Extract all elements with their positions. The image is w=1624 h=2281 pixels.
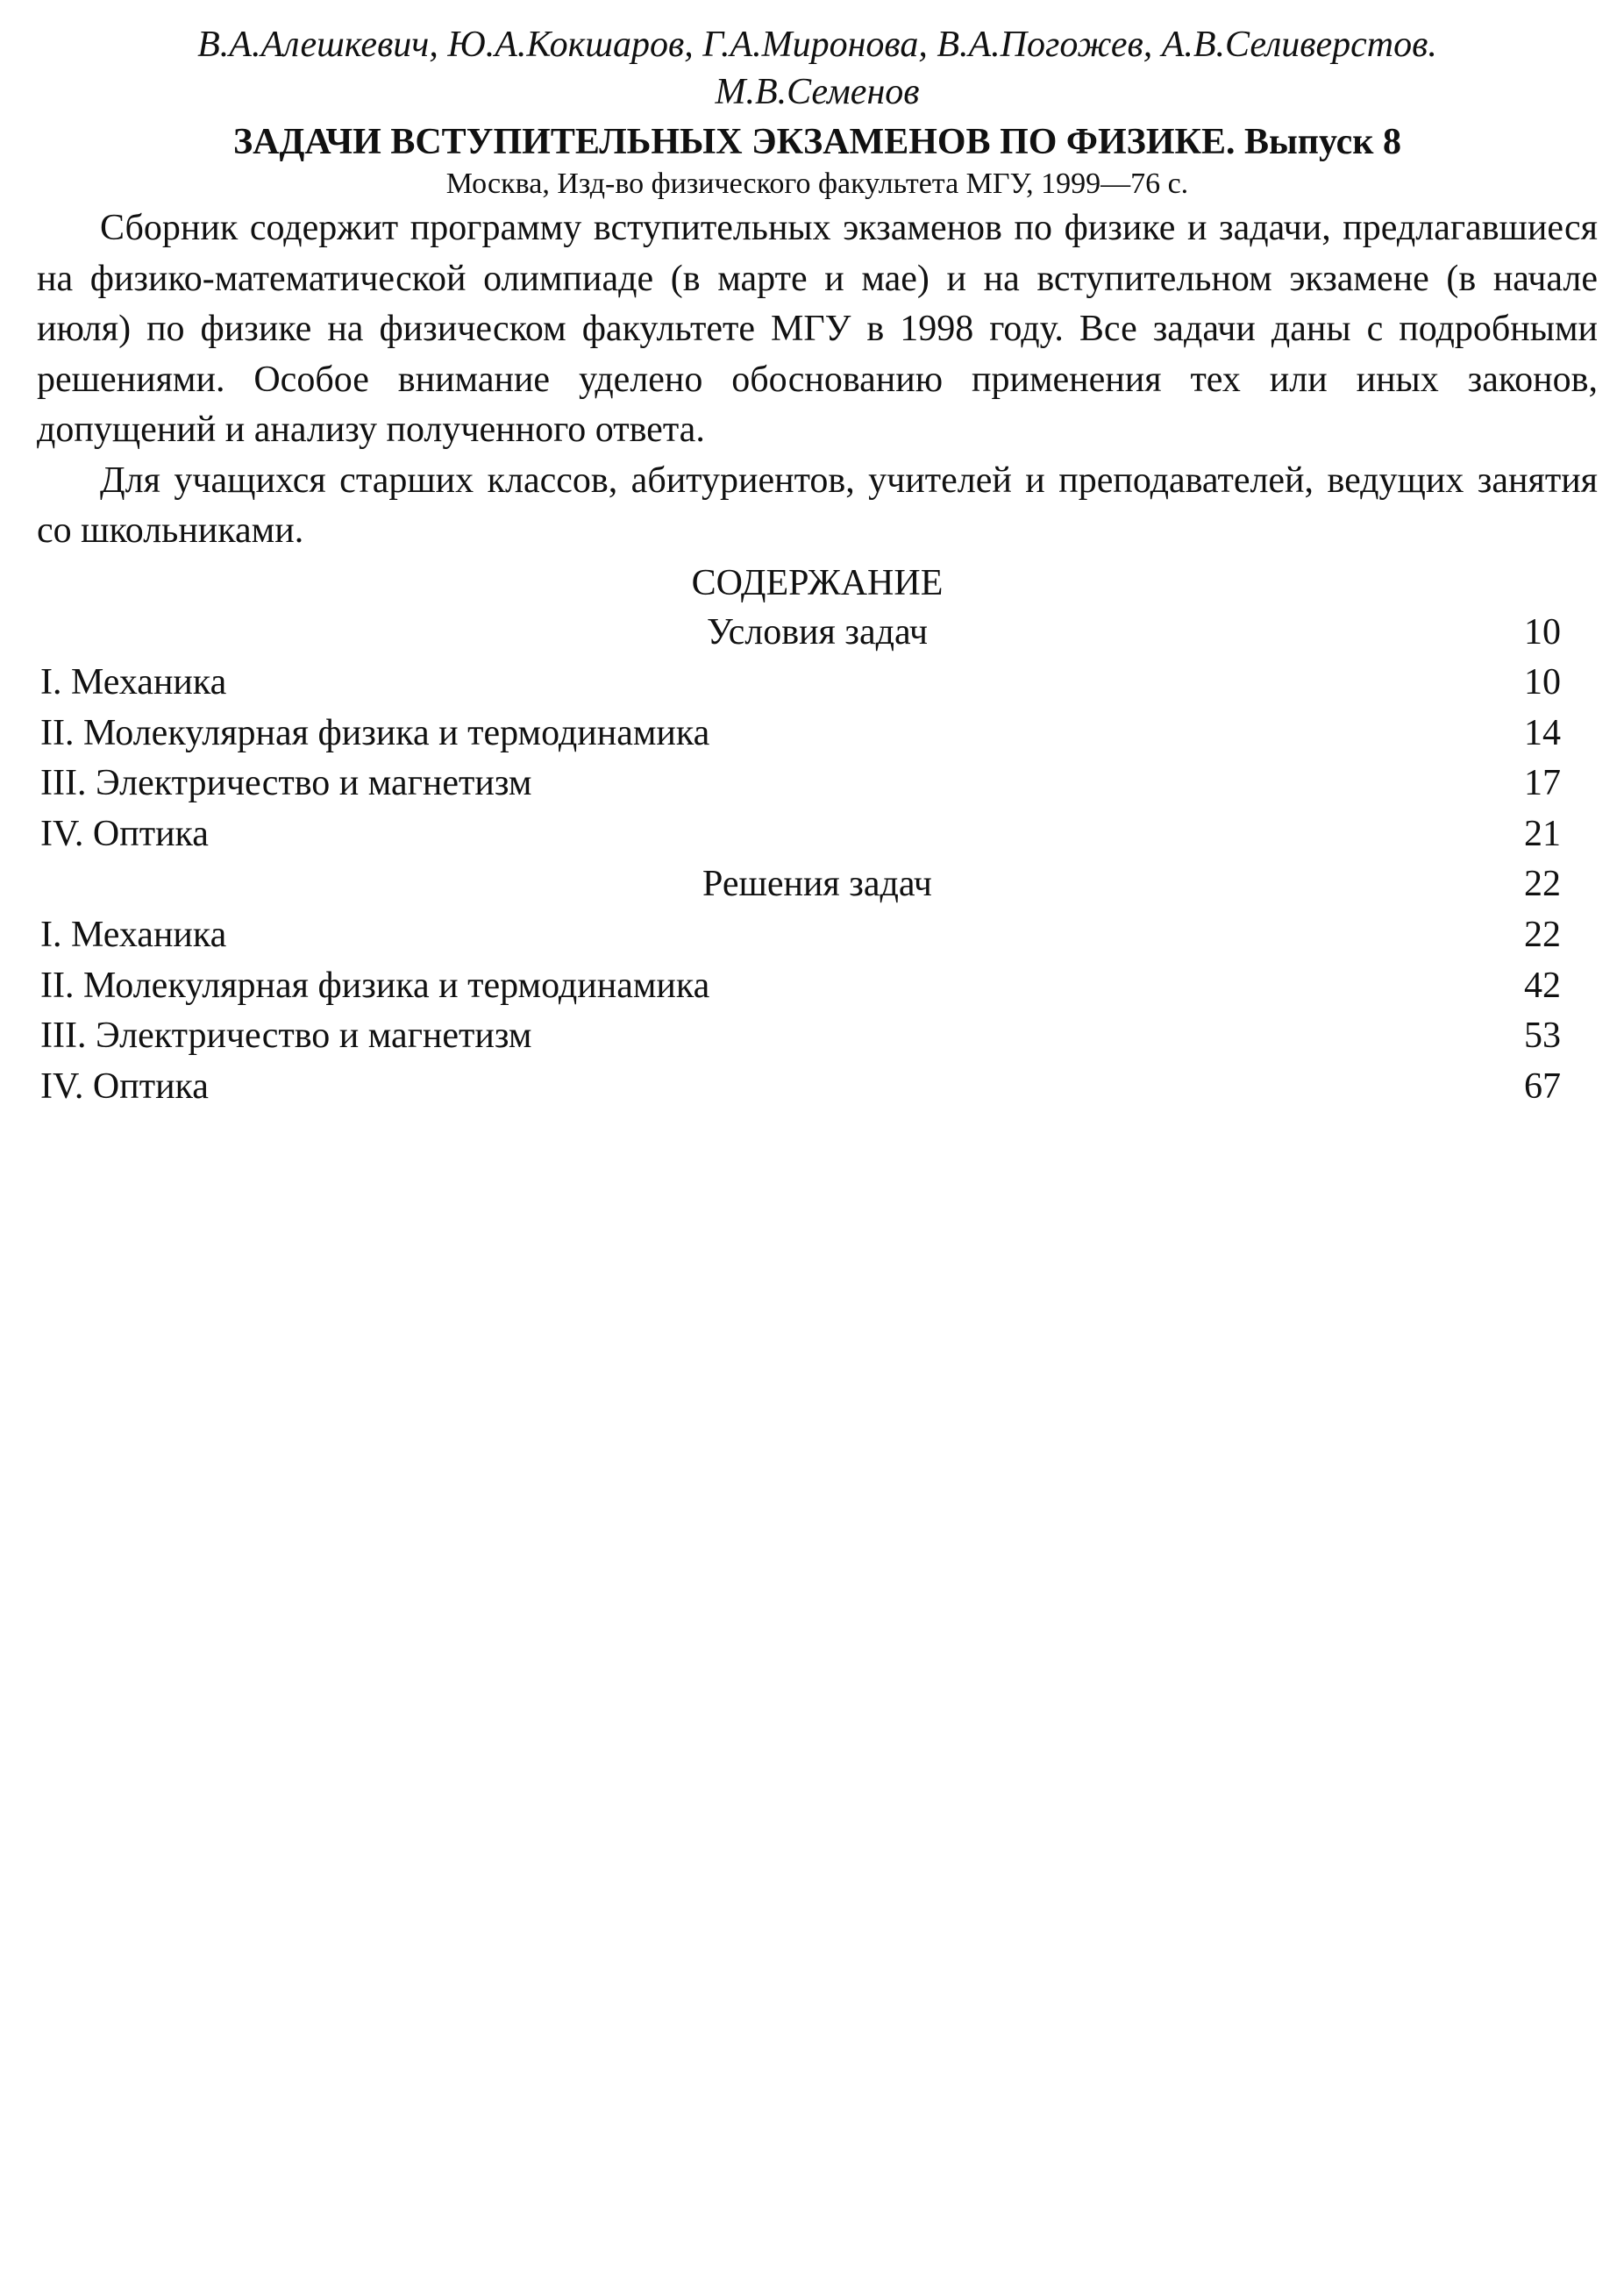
toc-row [37,1011,1598,1062]
toc-row [37,1062,1598,1113]
toc-entry-label: III. Электричество и магнетизм [40,1016,532,1057]
toc-row [37,961,1598,1012]
authors [37,21,1598,116]
toc-entry-page: 67 [1524,1066,1561,1107]
toc-entry-label: III. Электричество и магнетизм [40,763,532,804]
toc-entry-page: 22 [1524,864,1561,905]
toc-entry-label: I. Механика [40,662,227,703]
toc-entry-page: 14 [1524,712,1561,753]
toc-heading: СОДЕРЖАНИЕ [691,562,944,603]
toc-entry-page: 22 [1524,915,1561,956]
toc-row [37,910,1598,961]
toc-entry-page: 10 [1524,611,1561,652]
toc-row [37,809,1598,860]
toc-entry-label: IV. Оптика [40,1066,209,1107]
audience-paragraph: Для учащихся старших классов, абитуриентов, учителей и преподавателей, ведущих занятия со школьниками. [37,460,1598,551]
toc-entry-label: II. Молекулярная физика и термодинамика [40,712,710,753]
toc-row [37,709,1598,759]
table-of-contents [37,608,1598,1113]
toc-entry-page: 21 [1524,813,1561,854]
imprint: Москва, Изд-во физического факультета МГУ, 1999—76 с. [445,168,1189,200]
toc-section-row [37,608,1598,659]
toc-entry-page: 17 [1524,763,1561,804]
toc-entry-label: II. Молекулярная физика и термодинамика [40,965,710,1006]
toc-entry-page: 10 [1524,662,1561,703]
toc-entry-label: IV. Оптика [40,813,209,854]
document-page [37,21,1598,1112]
book-title: ЗАДАЧИ ВСТУПИТЕЛЬНЫХ ЭКЗАМЕНОВ ПО ФИЗИКЕ. Выпуск 8 [232,122,1402,162]
authors-line-1: В.А.Алешкевич, Ю.А.Кокшаров, Г.А.Миронова, В.А.Погожев, А.В.Селиверстов. [197,25,1437,65]
toc-entry-label: Условия задач [706,611,929,652]
abstract-paragraph: Сборник содержит программу вступительных экзаменов по физике и задачи, предлагавшиеся на физико-математической олимпиаде (в марте и мае) и на вступительном экзамене (в начале июля) по физике на физическом факультете МГУ в 1998 году. Все задачи даны с подробными решениями. Особое внимание уделено обоснованию применения тех или иных законов, допущений и анализу полученного ответа. [37,208,1598,450]
toc-entry-page: 42 [1524,965,1561,1006]
authors-line-2: М.В.Семенов [715,72,920,112]
toc-section-row [37,859,1598,910]
toc-row [37,658,1598,709]
toc-entry-label: Решения задач [702,864,932,905]
toc-entry-page: 53 [1524,1016,1561,1057]
toc-entry-label: I. Механика [40,915,227,956]
toc-row [37,759,1598,809]
